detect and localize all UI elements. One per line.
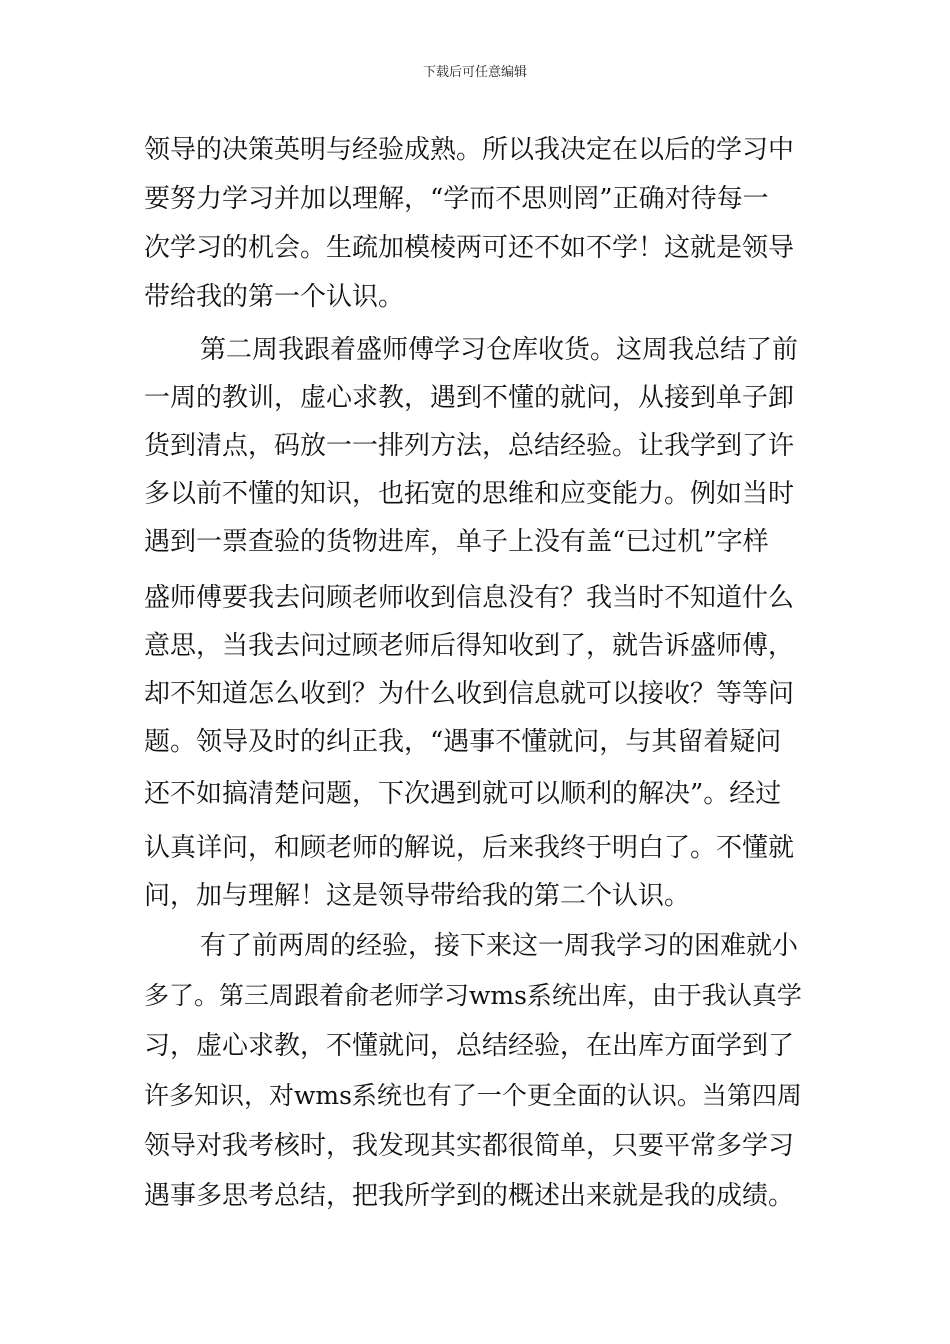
- text-line-3: 次学习的机会。生疏加模棱两可还不如不学！这就是领导: [144, 233, 795, 263]
- text-line-4: 带给我的第一个认识。: [144, 282, 405, 312]
- text-line-16: 问，加与理解！这是领导带给我的第二个认识。: [144, 881, 691, 911]
- text-line-18: 多了。第三周跟着俞老师学习wms系统出库，由于我认真学: [144, 981, 802, 1010]
- text-line-20: 许多知识，对wms系统也有了一个更全面的认识。当第四周: [144, 1081, 802, 1110]
- text-line-15: 认真详问，和顾老师的解说，后来我终于明白了。不懂就: [144, 833, 795, 863]
- text-line-1: 领导的决策英明与经验成熟。所以我决定在以后的学习中: [144, 135, 795, 165]
- text-line-6: 一周的教训，虚心求教，遇到不懂的就问，从接到单子卸: [144, 383, 795, 413]
- text-line-8: 多以前不懂的知识，也拓宽的思维和应变能力。例如当时: [144, 479, 795, 509]
- text-line-10: 盛师傅要我去问顾老师收到信息没有？我当时不知道什么: [144, 583, 795, 613]
- text-line-19: 习，虚心求教，不懂就问，总结经验，在出库方面学到了: [144, 1031, 795, 1061]
- text-line-7: 货到清点，码放一一排列方法，总结经验。让我学到了许: [144, 431, 795, 461]
- text-line-5: 第二周我跟着盛师傅学习仓库收货。这周我总结了前: [200, 335, 799, 365]
- text-line-14: 还不如搞清楚问题，下次遇到就可以顺利的解决”。经过: [144, 779, 782, 809]
- text-line-13: 题。领导及时的纠正我，“遇事不懂就问，与其留着疑问: [144, 727, 782, 757]
- text-line-22: 遇事多思考总结，把我所学到的概述出来就是我的成绩。: [144, 1181, 795, 1211]
- page-header: 下载后可任意编辑: [422, 65, 527, 80]
- text-line-12: 却不知道怎么收到？为什么收到信息就可以接收？等等问: [144, 679, 795, 709]
- text-line-21: 领导对我考核时，我发现其实都很简单，只要平常多学习: [144, 1131, 795, 1161]
- text-line-2: 要努力学习并加以理解，“学而不思则罔”正确对待每一: [144, 184, 769, 214]
- text-line-9: 遇到一票查验的货物进库，单子上没有盖“已过机”字样: [144, 527, 769, 557]
- text-line-17: 有了前两周的经验，接下来这一周我学习的困难就小: [200, 931, 799, 961]
- text-line-11: 意思，当我去问过顾老师后得知收到了，就告诉盛师傅，: [144, 631, 795, 661]
